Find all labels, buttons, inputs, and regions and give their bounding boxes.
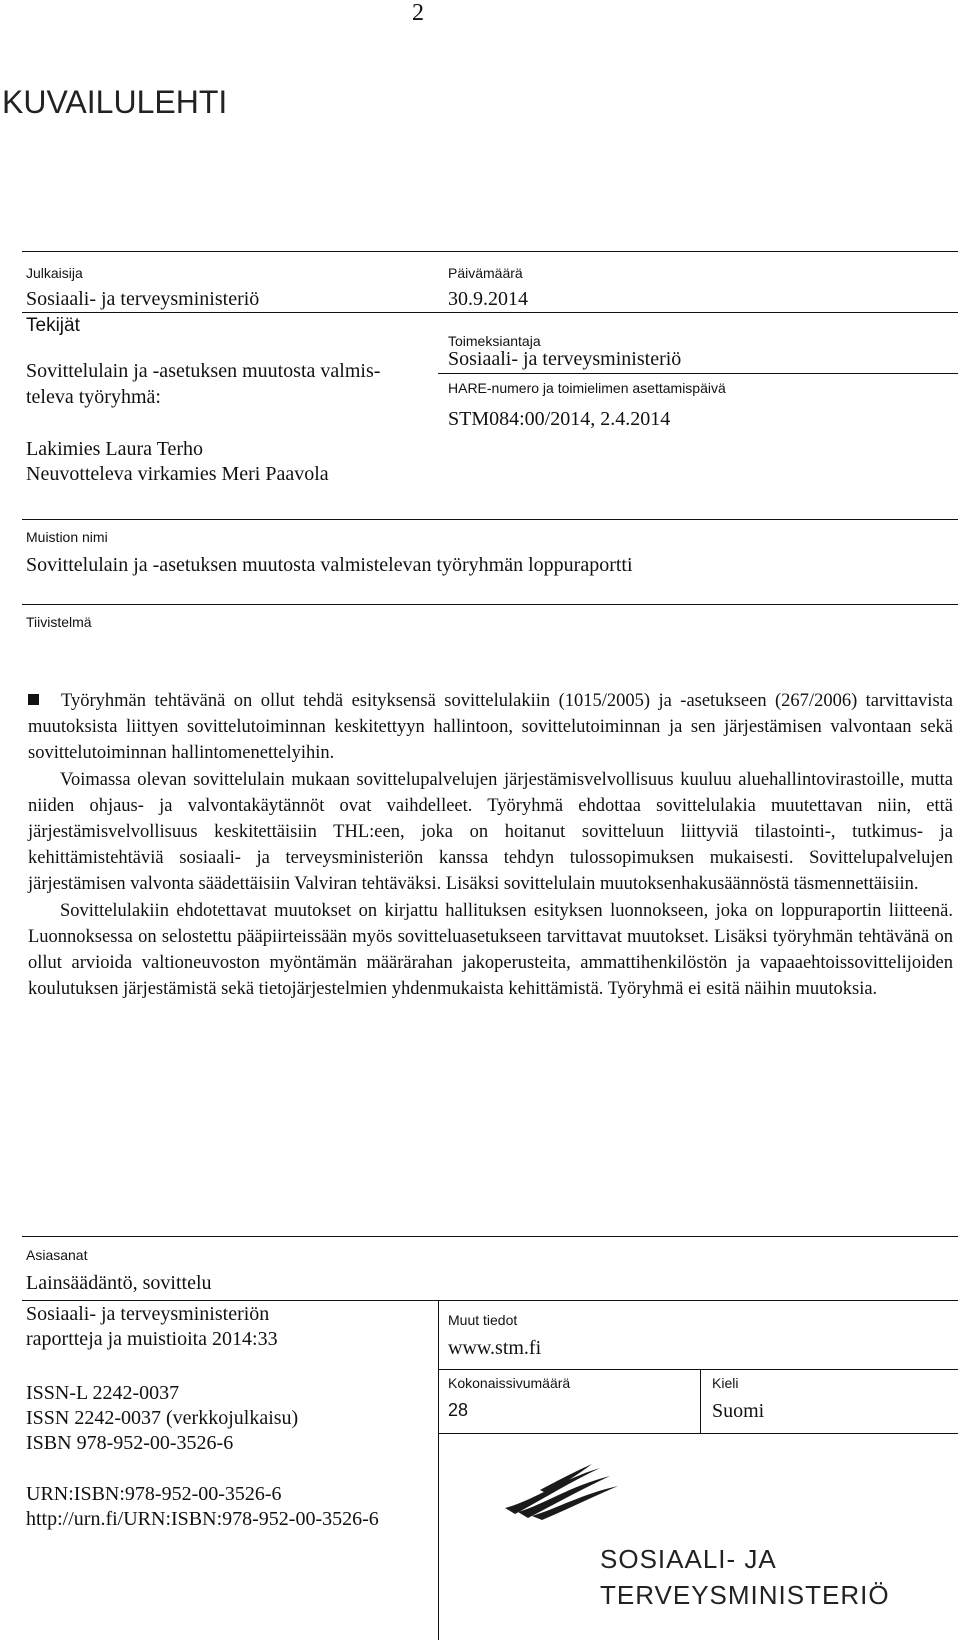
- keywords-label: Asiasanat: [26, 1247, 88, 1263]
- bullet-square-icon: [28, 694, 39, 705]
- other-info-label: Muut tiedot: [448, 1312, 518, 1328]
- memo-name-value: Sovittelulain ja -asetuksen muutosta valmistelevan työryhmän loppuraportti: [26, 554, 633, 576]
- divider-keywords-bottom: [22, 1300, 958, 1301]
- urn: URN:ISBN:978-952-00-3526-6: [26, 1483, 282, 1505]
- divider-page-count: [438, 1433, 958, 1434]
- language-value: Suomi: [712, 1400, 765, 1422]
- summary-text: [28, 688, 953, 1002]
- divider-publisher: [22, 312, 958, 313]
- authors-label: Tekijät: [26, 315, 80, 336]
- isbn: ISBN 978-952-00-3526-6: [26, 1432, 234, 1454]
- keywords-value: Lainsäädäntö, sovittelu: [26, 1272, 212, 1294]
- urn-link[interactable]: http://urn.fi/URN:ISBN:978-952-00-3526-6: [26, 1508, 379, 1530]
- publisher-value: Sosiaali- ja terveysministeriö: [26, 288, 260, 310]
- page-number: 2: [412, 0, 424, 26]
- logo-text-line-2: TERVEYSMINISTERIÖ: [600, 1580, 890, 1610]
- publisher-label: Julkaisija: [26, 265, 83, 281]
- commissioner-label: Toimeksiantaja: [448, 333, 541, 349]
- divider-other-info: [438, 1369, 958, 1370]
- memo-name-label: Muistion nimi: [26, 529, 108, 545]
- logo-text-line-1: SOSIAALI- JA: [600, 1544, 777, 1574]
- date-value: 30.9.2014: [448, 288, 528, 310]
- summary-paragraph-2: Voimassa olevan sovittelulain mukaan sovittelupalvelujen järjestämisvelvollisuus kuuluu aluehallintovirastoille, mutta niiden ohjaus- ja valvontakäytännöt ovat vaihdelleet. Työryhmä ehdottaa sovittelulakia muutettavan niin, että järjestämisvelvollisuus keskitettäisiin THL:een, joka on hoitanut sovitteluun liittyviä tilastointi-, tutkimus- ja kehittämistehtäviä sosiaali- ja terveysministeriön kanssa tehdyn tulossopimuksen mukaisesti. Sovittelupalvelujen järjestämisen valvonta säädettäisiin Valviran tehtäväksi. Lisäksi sovittelulain muutoksenhakusäännöstä täsmennettäisiin.: [28, 769, 953, 895]
- series-line-1: Sosiaali- ja terveysministeriön: [26, 1303, 270, 1325]
- commissioner-value: Sosiaali- ja terveysministeriö: [448, 348, 682, 370]
- summary-label: Tiivistelmä: [26, 614, 92, 630]
- vertical-divider-language: [700, 1369, 701, 1433]
- divider-authors: [22, 519, 958, 520]
- page-count-label: Kokonaissivumäärä: [448, 1375, 571, 1391]
- authors-group-line2: televa työryhmä:: [26, 386, 161, 408]
- ministry-logo: [570, 1490, 890, 1620]
- hare-label: HARE-numero ja toimielimen asettamispäivä: [448, 380, 726, 396]
- divider-memo: [22, 604, 958, 605]
- page-title: KUVAILULEHTI: [2, 84, 228, 120]
- issn-l: ISSN-L 2242-0037: [26, 1382, 180, 1404]
- series-line-2: raportteja ja muistioita 2014:33: [26, 1328, 278, 1350]
- issn-online: ISSN 2242-0037 (verkkojulkaisu): [26, 1407, 299, 1429]
- language-label: Kieli: [712, 1375, 739, 1391]
- hare-value: STM084:00/2014, 2.4.2014: [448, 408, 671, 430]
- date-label: Päivämäärä: [448, 265, 523, 281]
- page-count-value: 28: [448, 1400, 469, 1420]
- divider-keywords-top: [22, 1236, 958, 1237]
- divider-commissioner: [438, 373, 958, 374]
- vertical-divider: [438, 1300, 439, 1640]
- other-info-link[interactable]: www.stm.fi: [448, 1337, 542, 1359]
- summary-paragraph-3: Sovittelulakiin ehdotettavat muutokset on kirjattu hallituksen esityksen luonnokseen, joka on loppuraportin liitteenä. Luonnoksessa on selostettu pääpiirteissään myös sovitteluasetukseen tarvittavat muutokset. Lisäksi työryhmän tehtävänä on ollut arvioida valtioneuvoston myöntämän määrärahan jakoperusteita, ammattihenkilöstön ja vapaaehtoissovittelijoiden koulutuksen järjestämistä sekä tietojärjestelmien yhdenmukaista kehittämistä. Työryhmä ei esitä näihin muutoksia.: [28, 900, 953, 1000]
- author-person-1: Lakimies Laura Terho: [26, 438, 204, 460]
- top-border: [22, 251, 958, 252]
- authors-group-line1: Sovittelulain ja -asetuksen muutosta valmis-: [26, 360, 381, 382]
- ministry-wave-logo-icon: [500, 1460, 620, 1520]
- summary-paragraph-1: Työryhmän tehtävänä on ollut tehdä esityksensä sovittelulakiin (1015/2005) ja -asetukseen (267/2006) tarvittavista muutoksista liittyen sovittelutoiminnan keskitettyyn hallintoon, sovittelutoiminnan ja sen järjestämisen valvontaan sekä sovittelutoiminnan hallintomenettelyihin.: [28, 691, 953, 764]
- author-person-2: Neuvotteleva virkamies Meri Paavola: [26, 463, 329, 485]
